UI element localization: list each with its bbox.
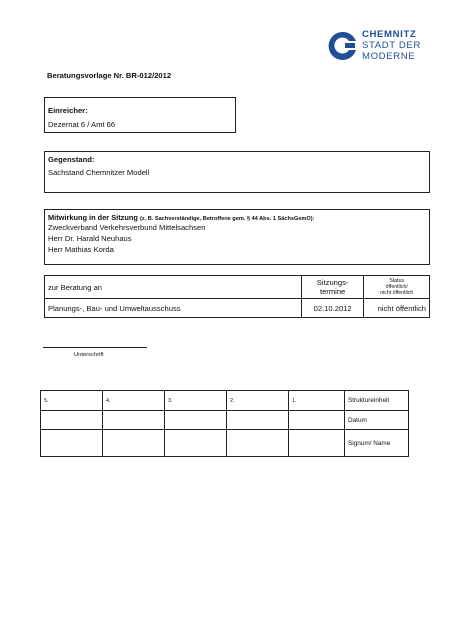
signature-cell (227, 430, 289, 457)
signature-cell (227, 411, 289, 430)
signature-grid-row (41, 430, 409, 457)
beratung-status: nicht öffentlich (364, 299, 430, 318)
logo-line-1: CHEMNITZ (362, 29, 417, 40)
column-number: 2. (227, 391, 289, 411)
signature-grid (40, 390, 409, 457)
logo-line-3: MODERNE (362, 51, 416, 62)
row-label-signum: Signum/ Name (345, 430, 409, 457)
einreicher-value: Dezernat 6 / Amt 66 (48, 120, 116, 129)
row-label-struktureinheit: Struktureinheit (345, 391, 409, 411)
beratung-header-gremium: zur Beratung an (45, 276, 302, 299)
mitwirkung-title (48, 213, 314, 222)
beratung-header-status (364, 276, 430, 299)
beratung-gremium: Planungs-, Bau- und Umweltausschuss (45, 299, 302, 318)
document-id: Beratungsvorlage Nr. BR-012/2012 (47, 71, 172, 80)
mitwirkung-entry: Herr Dr. Harald Neuhaus (48, 234, 132, 243)
gegenstand-label: Gegenstand: (48, 155, 95, 164)
chemnitz-logo-icon (325, 29, 359, 63)
mitwirkung-box (44, 209, 430, 265)
chemnitz-logo (325, 29, 425, 71)
signature-cell (41, 430, 103, 457)
column-number: 3. (165, 391, 227, 411)
signature-line (43, 347, 147, 348)
mitwirkung-entry: Zweckverband Verkehrsverbund Mittelsachsen (48, 223, 206, 232)
beratung-header-termine: Sitzungs- termine (301, 276, 364, 299)
mitwirkung-note: (z. B. Sachverständige, Betroffene gem. § 44 Abs. 1 SächsGemO): (139, 216, 315, 222)
status-header-line: nicht öffentlich (380, 290, 414, 296)
mitwirkung-label: Mitwirkung in der Sitzung (48, 213, 138, 222)
mitwirkung-entry: Herr Mathias Korda (48, 245, 114, 254)
beratung-row (45, 299, 430, 318)
column-number: 4. (103, 391, 165, 411)
signature-cell (289, 411, 345, 430)
status-header-line: öffentlich/ (385, 284, 408, 290)
beratung-header-row (45, 276, 430, 299)
logo-line-2: STADT DER (362, 40, 421, 51)
beratung-termin: 02.10.2012 (301, 299, 364, 318)
signature-cell (103, 430, 165, 457)
signature-cell (165, 411, 227, 430)
gegenstand-value: Sachstand Chemnitzer Modell (48, 168, 150, 177)
einreicher-box (44, 97, 236, 133)
einreicher-label: Einreicher: (48, 106, 88, 115)
column-number: 5. (41, 391, 103, 411)
signature-label: Unterschrift (74, 352, 104, 358)
gegenstand-box (44, 151, 430, 193)
status-header-line: Status (389, 278, 405, 284)
signature-grid-row (41, 411, 409, 430)
row-label-datum: Datum (345, 411, 409, 430)
signature-cell (289, 430, 345, 457)
column-number: 1. (289, 391, 345, 411)
beratung-table (44, 275, 430, 318)
signature-cell (41, 411, 103, 430)
signature-grid-row (41, 391, 409, 411)
signature-cell (165, 430, 227, 457)
signature-cell (103, 411, 165, 430)
